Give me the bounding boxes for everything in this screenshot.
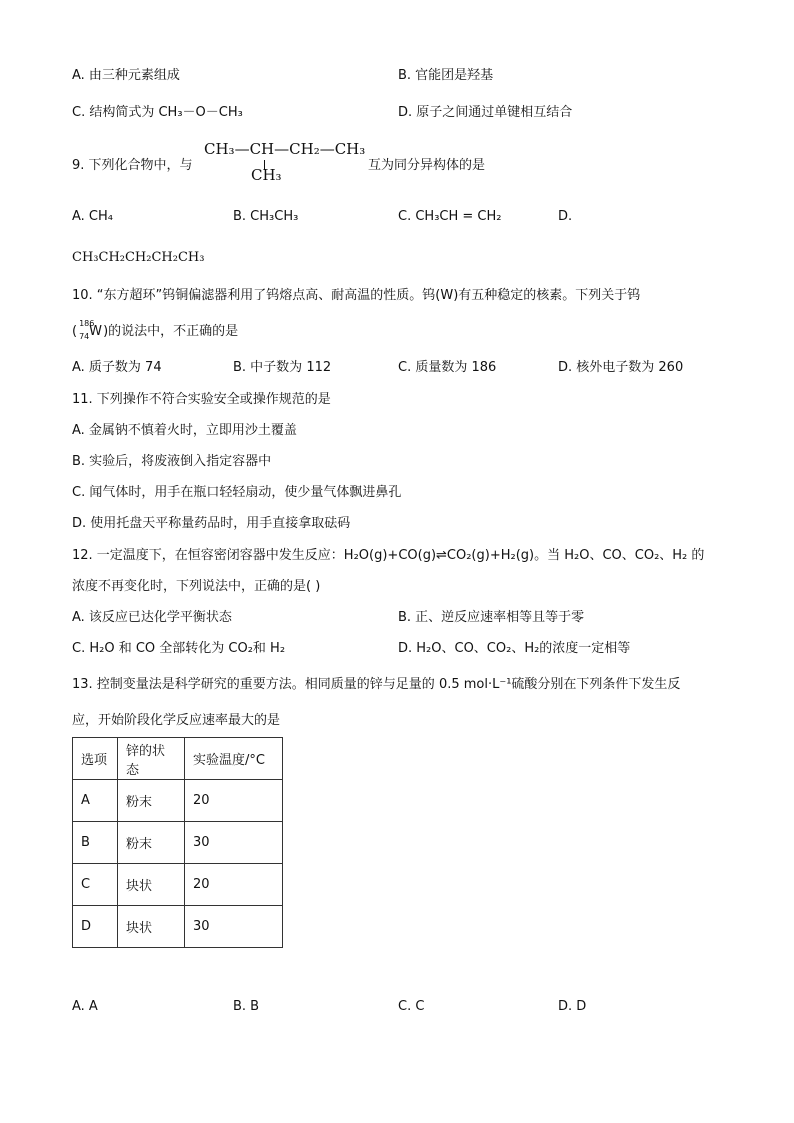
q9-option-a: A. CH₄: [72, 209, 113, 224]
q10-option-c: C. 质量数为 186: [398, 360, 497, 375]
q10-stem-line1: 10. “东方超环”钨铜偏滤器利用了钨熔点高、耐高温的性质。钨(W)有五种稳定的核素。下列关于钨: [72, 288, 641, 303]
table-cell: 30: [185, 822, 283, 864]
q9-option-b: B. CH₃CH₃: [233, 209, 299, 224]
table-row: [73, 822, 283, 864]
q8-option-a: A. 由三种元素组成: [72, 68, 180, 83]
q11-option-b: B. 实验后，将废液倒入指定容器中: [72, 454, 272, 469]
table-cell: A: [73, 780, 118, 822]
q11-option-d: D. 使用托盘天平称量药品时，用手直接拿取砝码: [72, 516, 351, 531]
table-row: [73, 864, 283, 906]
table-header-cell: 实验温度/°C: [185, 738, 283, 780]
q9-structure-branch: CH₃: [251, 166, 282, 184]
q8-option-c-label: C. 结构简式为: [72, 105, 155, 120]
q9-structure-main-chain: CH₃—CH—CH₂—CH₃: [204, 140, 366, 158]
q10-option-a: A. 质子数为 74: [72, 360, 162, 375]
q9-stem-suffix: 互为同分异构体的是: [368, 158, 486, 173]
q12-option-c: C. H₂O 和 CO 全部转化为 CO₂和 H₂: [72, 641, 286, 656]
q8-option-c-formula: CH₃－O－CH₃: [158, 105, 243, 120]
table-cell: B: [73, 822, 118, 864]
table-header-row: [73, 738, 283, 780]
q9-stem-prefix: 9. 下列化合物中，与: [72, 158, 193, 173]
q12-option-a: A. 该反应已达化学平衡状态: [72, 610, 232, 625]
q12-option-d: D. H₂O、CO、CO₂、H₂的浓度一定相等: [398, 641, 631, 656]
q10-mass-number: 186: [79, 319, 95, 328]
q12-stem-line1: 12. 一定温度下，在恒容密闭容器中发生反应：H₂O(g)+CO(g)⇌CO₂(g)+H₂(g)。当 H₂O、CO、CO₂、H₂ 的: [72, 548, 705, 563]
q9-option-c: C. CH₃CH = CH₂: [398, 209, 502, 224]
table-row: [73, 906, 283, 948]
q10-element-symbol: W: [89, 324, 102, 339]
table-row: [73, 780, 283, 822]
table-cell: D: [73, 906, 118, 948]
q13-option-a: A. A: [72, 999, 98, 1014]
q11-stem: 11. 下列操作不符合实验安全或操作规范的是: [72, 392, 331, 407]
table-cell: 粉末: [118, 822, 185, 864]
q9-structural-formula: [204, 140, 369, 190]
table-cell: 块状: [118, 864, 185, 906]
q10-atomic-number: 74: [79, 332, 90, 341]
q13-option-b: B. B: [233, 999, 260, 1014]
q12-stem-line2: 浓度不再变化时，下列说法中，正确的是( ): [72, 579, 321, 594]
q9-option-d-formula: CH₃CH₂CH₂CH₂CH₃: [72, 250, 205, 265]
q10-option-d: D. 核外电子数为 260: [558, 360, 684, 375]
q8-option-d: D. 原子之间通过单键相互结合: [398, 105, 573, 120]
table-cell: C: [73, 864, 118, 906]
table-cell: 20: [185, 864, 283, 906]
q13-conditions-table: [72, 737, 283, 948]
table-cell: 30: [185, 906, 283, 948]
q11-option-a: A. 金属钠不慎着火时，立即用沙土覆盖: [72, 423, 297, 438]
q8-option-c: [72, 104, 243, 122]
q13-stem-line2: 应，开始阶段化学反应速率最大的是: [72, 713, 281, 728]
table-cell: 粉末: [118, 780, 185, 822]
q13-stem-line1: 13. 控制变量法是科学研究的重要方法。相同质量的锌与足量的 0.5 mol·L⁻¹硫酸分别在下列条件下发生反: [72, 677, 681, 692]
q12-option-b: B. 正、逆反应速率相等且等于零: [398, 610, 585, 625]
q9-option-d-label: D.: [558, 209, 573, 224]
q10-stem-suffix: )的说法中，不正确的是: [103, 324, 239, 339]
q10-nuclide-symbol: [77, 319, 103, 341]
q10-option-b: B. 中子数为 112: [233, 360, 332, 375]
q10-stem-line2: ( 186 74 W )的说法中，不正确的是: [72, 319, 239, 341]
q11-option-c: C. 闻气体时，用手在瓶口轻轻扇动，使少量气体飘进鼻孔: [72, 485, 402, 500]
table-header-cell: 锌的状态: [118, 738, 185, 780]
q13-option-c: C. C: [398, 999, 425, 1014]
table-cell: 20: [185, 780, 283, 822]
table-header-cell: 选项: [73, 738, 118, 780]
q13-option-d: D. D: [558, 999, 587, 1014]
q8-option-b: B. 官能团是羟基: [398, 68, 494, 83]
table-cell: 块状: [118, 906, 185, 948]
